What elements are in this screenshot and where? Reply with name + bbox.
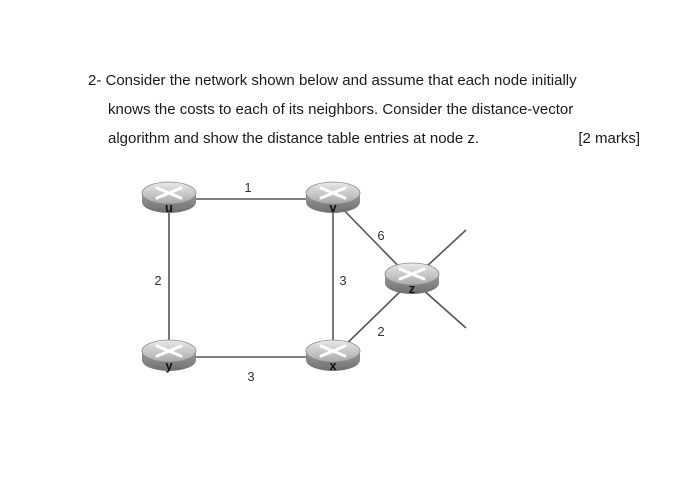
cost-label-u-y: 2: [154, 273, 162, 288]
cost-label-y-x: 3: [247, 369, 255, 384]
cost-label-v-x: 3: [339, 273, 347, 288]
question-line-1: 2- Consider the network shown below and assume that each node initially: [88, 72, 577, 89]
router-x: [306, 340, 360, 373]
marks-label: [2 marks]: [578, 130, 640, 147]
router-z: [385, 263, 439, 296]
router-u: [142, 182, 196, 215]
router-v: [306, 182, 360, 215]
node-label-z: z: [408, 281, 416, 296]
node-label-v: v: [329, 200, 337, 215]
question-line-3-text: algorithm and show the distance table entries at node z.: [108, 130, 480, 147]
router-y: [142, 340, 196, 373]
node-label-u: u: [165, 200, 173, 215]
cost-label-v-z: 6: [377, 228, 385, 243]
node-label-y: y: [165, 358, 173, 373]
question-line-2: knows the costs to each of its neighbors. Consider the distance-vector: [108, 101, 574, 118]
cost-label-x-z: 2: [377, 324, 385, 339]
node-label-x: x: [329, 358, 337, 373]
cost-label-u-v: 1: [244, 180, 252, 195]
